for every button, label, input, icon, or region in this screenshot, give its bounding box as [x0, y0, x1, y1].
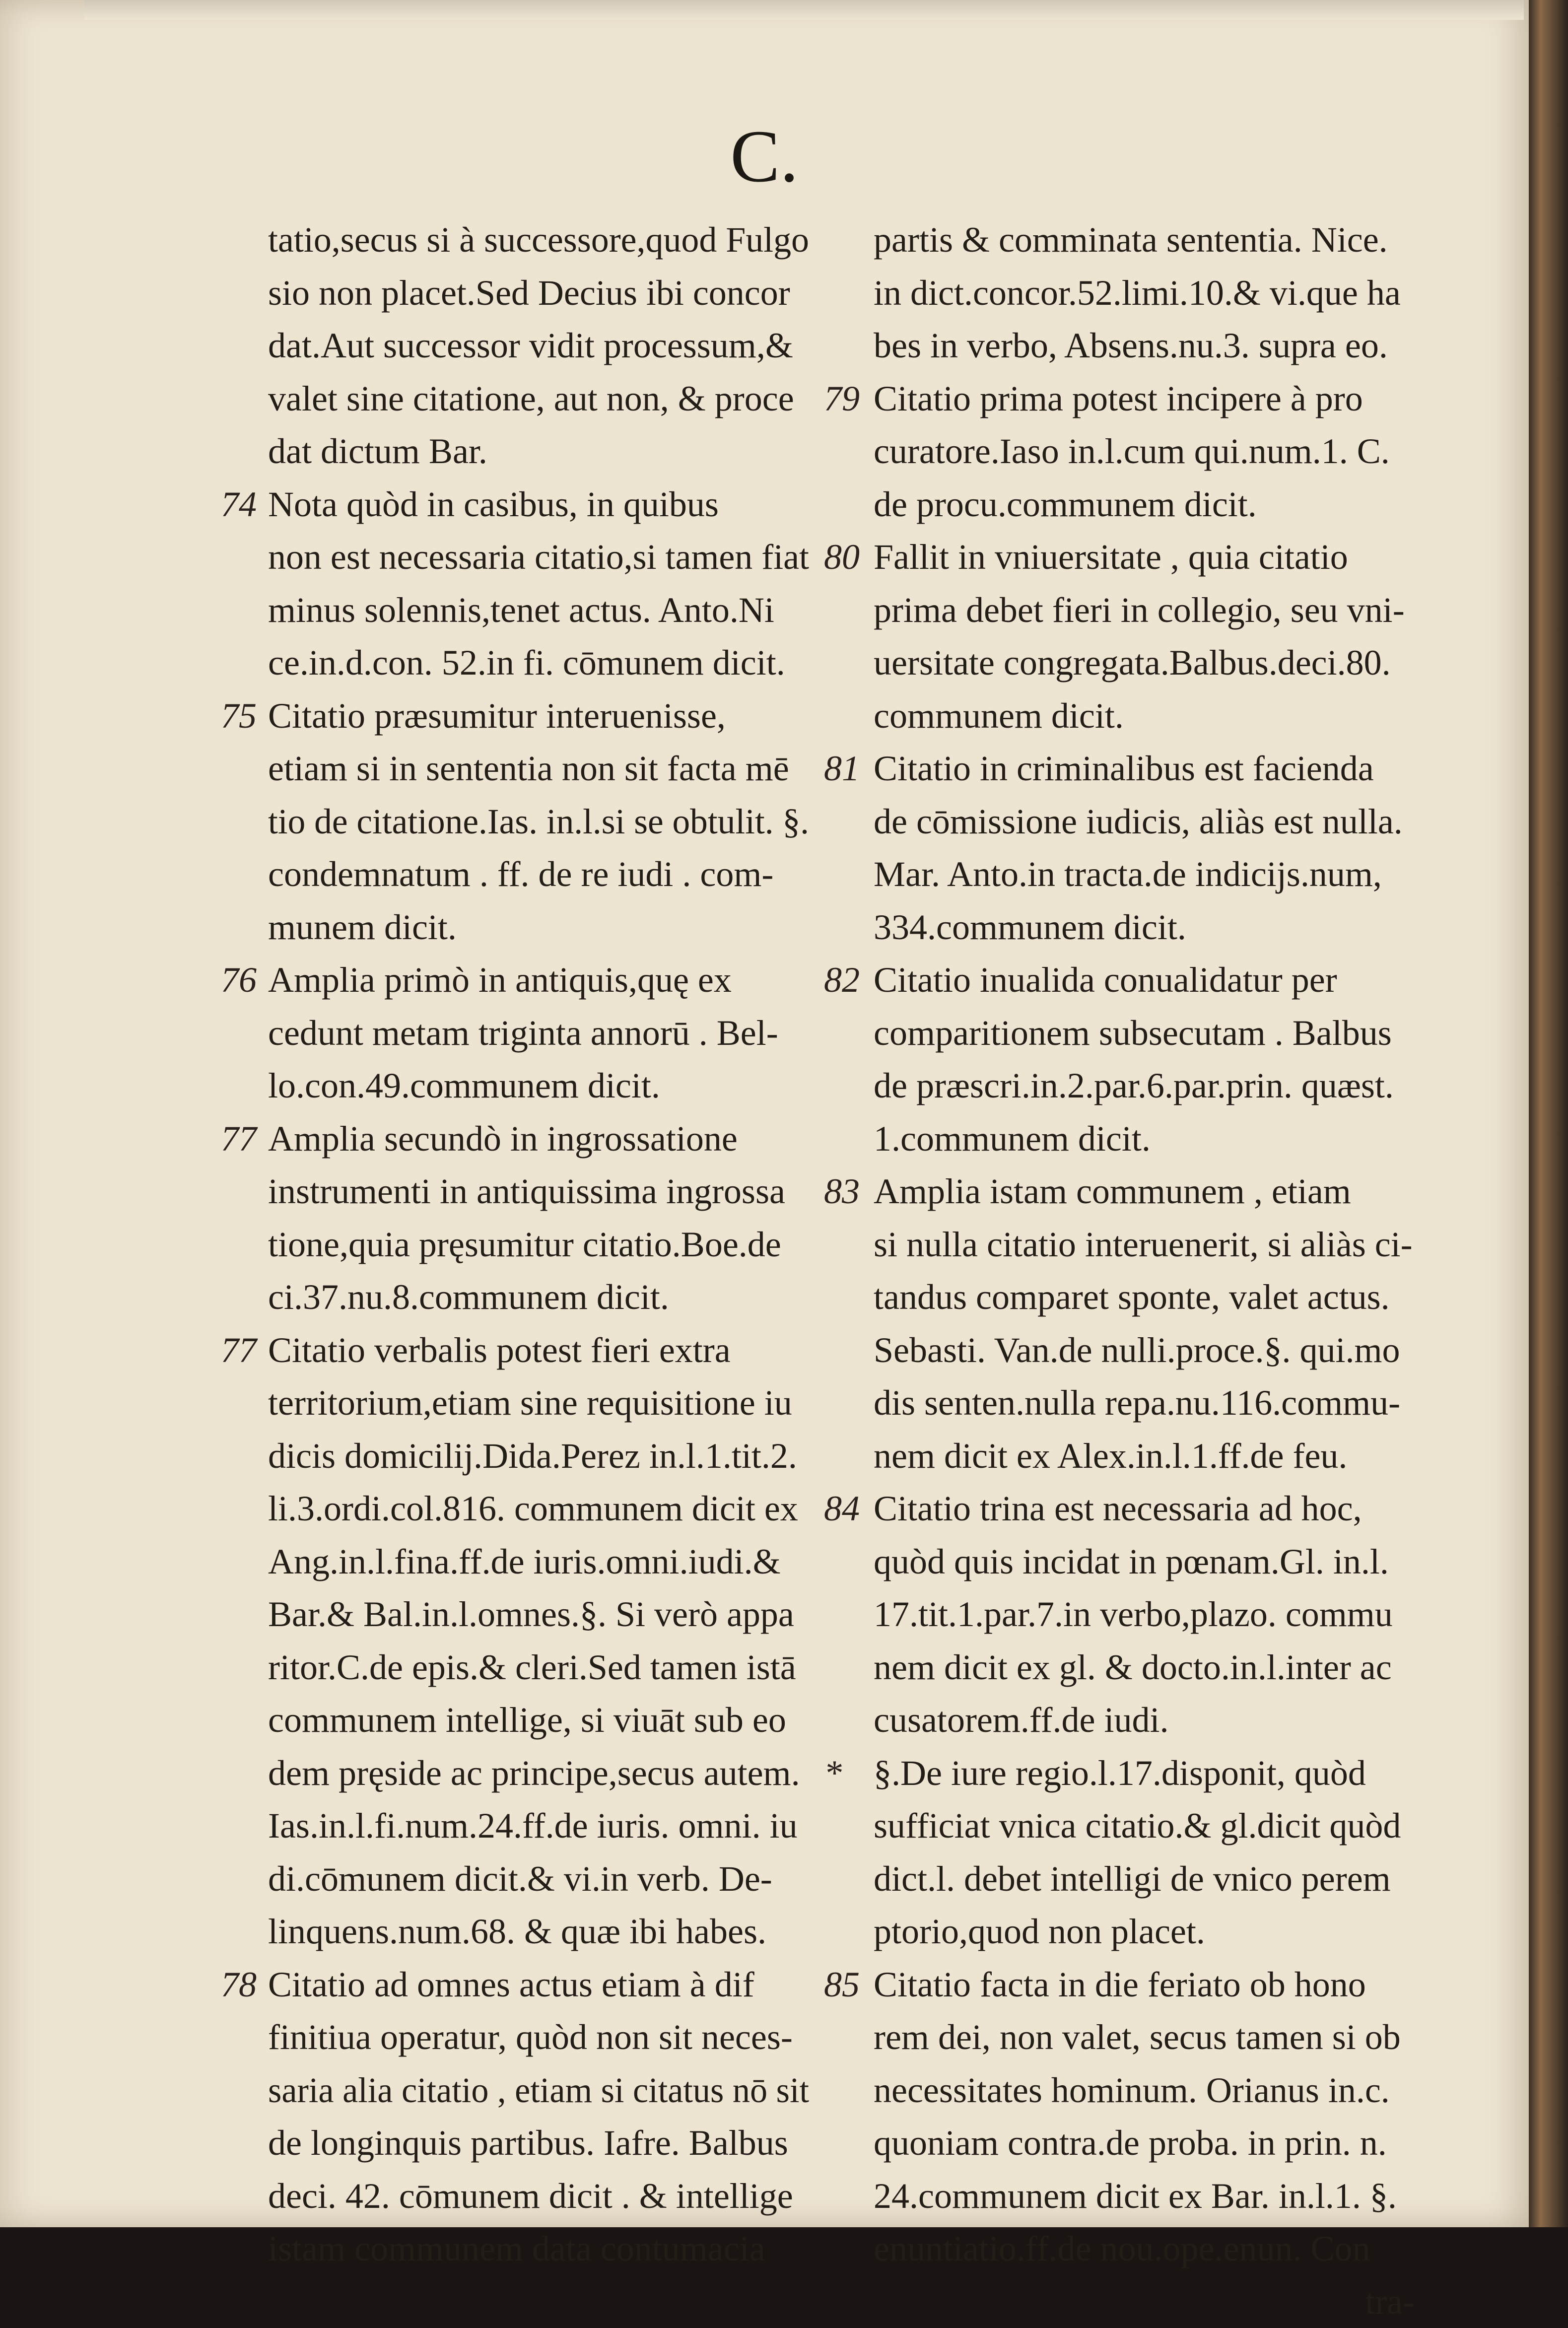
entry-number: 75 — [221, 689, 261, 743]
line-text: tio de citatione.Ias. in.l.si se obtulit. §. — [268, 795, 809, 848]
text-line — [874, 1588, 1415, 1641]
text-line — [874, 901, 1415, 954]
text-line — [874, 1059, 1415, 1112]
text-line — [268, 1430, 809, 1483]
line-text: Citatio verbalis potest fieri extra — [268, 1330, 731, 1370]
line-text: Bar.& Bal.in.l.omnes.§. Si verò appa — [268, 1594, 794, 1634]
text-line — [268, 1482, 809, 1535]
line-text: prima debet fieri in collegio, seu vni- — [874, 590, 1405, 630]
text-line — [268, 584, 809, 637]
entry-number: * — [824, 1747, 864, 1800]
text-line — [268, 531, 809, 584]
line-text: de procu.communem dicit. — [874, 484, 1257, 524]
line-text: Citatio inualida conualidatur per — [874, 960, 1337, 1000]
text-line — [268, 319, 809, 372]
text-line — [268, 2064, 809, 2117]
text-line — [268, 267, 809, 320]
text-line — [268, 213, 809, 267]
line-text: ritor.C.de epis.& cleri.Sed tamen istā — [268, 1647, 796, 1687]
text-line — [268, 2011, 809, 2064]
line-text: de longinquis partibus. Iafre. Balbus — [268, 2123, 788, 2163]
line-text: 334.communem dicit. — [874, 907, 1186, 947]
text-line — [874, 478, 1415, 531]
page-header-letter: C. — [0, 119, 1529, 194]
line-text: instrumenti in antiquissima ingrossa — [268, 1171, 785, 1211]
line-text: 17.tit.1.par.7.in verbo,plazo. commu — [874, 1594, 1393, 1634]
line-text: non est necessaria citatio,si tamen fiat — [268, 531, 809, 584]
text-line — [874, 848, 1415, 901]
line-text: rem dei, non valet, secus tamen si ob — [874, 2017, 1401, 2057]
text-line — [874, 2064, 1415, 2117]
text-line — [268, 1324, 809, 1377]
text-line — [268, 636, 809, 689]
line-text: Citatio ad omnes actus etiam à dif — [268, 1965, 754, 2004]
text-line — [874, 1271, 1415, 1324]
line-text: tatio,secus si à successore,quod Fulgo — [268, 213, 809, 267]
text-line — [268, 2117, 809, 2170]
page-fold-shadow — [84, 0, 1524, 20]
line-text: nem dicit ex gl. & docto.in.l.inter ac — [874, 1647, 1392, 1687]
text-line — [268, 1007, 809, 1060]
line-text: tione,quia pręsumitur citatio.Boe.de — [268, 1225, 781, 1264]
text-line — [268, 1218, 809, 1271]
text-line — [874, 2222, 1415, 2275]
text-line — [268, 1958, 809, 2011]
line-text: communem dicit. — [874, 696, 1124, 736]
line-text: munem dicit. — [268, 907, 457, 947]
line-text: minus solennis,tenet actus. Anto.Ni — [268, 590, 774, 630]
text-line — [874, 319, 1415, 372]
line-text: Citatio præsumitur interuenisse, — [268, 696, 726, 736]
entry-number: 83 — [824, 1165, 864, 1218]
text-line — [874, 213, 1415, 267]
text-line — [268, 901, 809, 954]
text-line — [268, 1165, 809, 1218]
line-text: 24.communem dicit ex Bar. in.l.1. §. — [874, 2176, 1397, 2216]
line-text: ce.in.d.con. 52.in fi. cōmunem dicit. — [268, 643, 785, 683]
text-line — [268, 1641, 809, 1694]
line-text: Sebasti. Van.de nulli.proce.§. qui.mo — [874, 1330, 1400, 1370]
line-text: di.cōmunem dicit.& vi.in verb. De- — [268, 1859, 772, 1899]
text-line — [874, 2011, 1415, 2064]
line-text: finitiua operatur, quòd non sit neces- — [268, 2017, 793, 2057]
line-text: bes in verbo, Absens.nu.3. supra eo. — [874, 326, 1388, 365]
text-line — [874, 2170, 1415, 2223]
line-text: nem dicit ex Alex.in.l.1.ff.de feu. — [874, 1436, 1347, 1476]
entry-number: 78 — [221, 1958, 261, 2011]
text-line — [268, 478, 809, 531]
text-line — [268, 1112, 809, 1165]
line-text: Amplia secundò in ingrossatione — [268, 1119, 738, 1159]
text-line — [268, 1588, 809, 1641]
line-text: quoniam contra.de proba. in prin. n. — [874, 2123, 1387, 2163]
line-text: Mar. Anto.in tracta.de indicijs.num, — [874, 854, 1382, 894]
text-line — [874, 531, 1415, 584]
text-line — [874, 1112, 1415, 1165]
line-text: dem pręside ac principe,secus autem. — [268, 1753, 800, 1793]
text-line — [874, 1958, 1415, 2011]
entry-number: 84 — [824, 1482, 864, 1535]
text-line — [874, 1165, 1415, 1218]
text-line — [268, 372, 809, 425]
text-line — [874, 795, 1415, 848]
text-line — [874, 1482, 1415, 1535]
text-line — [268, 1905, 809, 1958]
text-line — [874, 584, 1415, 637]
line-text: 1.communem dicit. — [874, 1119, 1151, 1159]
text-line — [268, 795, 809, 848]
entry-number: 74 — [221, 478, 261, 531]
line-text: curatore.Iaso in.l.cum qui.num.1. C. — [874, 431, 1390, 471]
line-text: istam communem data contumacia — [268, 2229, 765, 2268]
text-line — [874, 1007, 1415, 1060]
text-line — [268, 689, 809, 743]
text-line — [874, 1852, 1415, 1906]
entry-number: 85 — [824, 1958, 864, 2011]
entry-number: 79 — [824, 372, 864, 425]
entry-number: 81 — [824, 742, 864, 795]
text-line — [874, 1218, 1415, 1271]
line-text: §.De iure regio.l.17.disponit, quòd — [874, 1753, 1366, 1793]
line-text: sufficiat vnica citatio.& gl.dicit quòd — [874, 1806, 1401, 1846]
line-text: saria alia citatio , etiam si citatus nō sit — [268, 2064, 809, 2117]
line-text: dat dictum Bar. — [268, 431, 487, 471]
line-text: ci.37.nu.8.communem dicit. — [268, 1277, 669, 1317]
text-line — [268, 848, 809, 901]
line-text: Amplia primò in antiquis,quę ex — [268, 960, 732, 1000]
text-line — [268, 742, 809, 795]
line-text: quòd quis incidat in pœnam.Gl. in.l. — [874, 1542, 1389, 1581]
line-text: cedunt metam triginta annorū . Bel- — [268, 1013, 778, 1053]
text-line — [268, 1747, 809, 1800]
line-text: uersitate congregata.Balbus.deci.80. — [874, 643, 1391, 683]
line-text: Citatio trina est necessaria ad hoc, — [874, 1489, 1362, 1528]
text-line — [874, 1535, 1415, 1588]
text-line — [874, 1799, 1415, 1852]
line-text: linquens.num.68. & quæ ibi habes. — [268, 1912, 766, 1951]
line-text: cusatorem.ff.de iudi. — [874, 1700, 1169, 1740]
line-text: dis senten.nulla repa.nu.116.commu- — [874, 1383, 1400, 1423]
text-line — [268, 1059, 809, 1112]
line-text: Citatio facta in die feriato ob hono — [874, 1965, 1366, 2004]
line-text: si nulla citatio interuenerit, si aliàs ci- — [874, 1225, 1413, 1264]
text-line — [268, 1376, 809, 1430]
right-text-column — [874, 213, 1415, 2328]
text-line — [874, 1905, 1415, 1958]
line-text: Citatio prima potest incipere à pro — [874, 379, 1363, 418]
text-line — [874, 954, 1415, 1007]
text-line — [268, 1694, 809, 1747]
line-text: dat.Aut successor vidit processum,& — [268, 326, 793, 365]
line-text: li.3.ordi.col.816. communem dicit ex — [268, 1489, 798, 1528]
book-edge — [1529, 0, 1568, 2227]
text-line — [874, 1430, 1415, 1483]
text-line — [874, 1747, 1415, 1800]
entry-number: 77 — [221, 1324, 261, 1377]
text-line — [874, 267, 1415, 320]
text-line — [874, 1324, 1415, 1377]
catchword: tra- — [874, 2275, 1415, 2328]
text-line — [874, 1376, 1415, 1430]
entry-number: 77 — [221, 1112, 261, 1165]
line-text: enuntiatio.ff.de nou.ope.enun. Con — [874, 2229, 1370, 2268]
line-text: communem intellige, si viuāt sub eo — [268, 1700, 786, 1740]
line-text: Citatio in criminalibus est facienda — [874, 749, 1374, 788]
text-line — [874, 425, 1415, 478]
line-text: necessitates hominum. Orianus in.c. — [874, 2070, 1390, 2110]
text-line — [268, 1799, 809, 1852]
line-text: valet sine citatione, aut non, & proce — [268, 379, 794, 418]
line-text: territorium,etiam sine requisitione iu — [268, 1383, 792, 1423]
line-text: Fallit in vniuersitate , quia citatio — [874, 537, 1348, 577]
entry-number: 82 — [824, 954, 864, 1007]
text-line — [268, 1535, 809, 1588]
line-text: Ang.in.l.fina.ff.de iuris.omni.iudi.& — [268, 1542, 781, 1581]
text-line — [874, 2117, 1415, 2170]
line-text: dict.l. debet intelligi de vnico perem — [874, 1859, 1391, 1899]
line-text: condemnatum . ff. de re iudi . com- — [268, 854, 773, 894]
line-text: tandus comparet sponte, valet actus. — [874, 1277, 1390, 1317]
line-text: comparitionem subsecutam . Balbus — [874, 1013, 1392, 1053]
text-line — [874, 372, 1415, 425]
line-text: lo.con.49.communem dicit. — [268, 1066, 660, 1105]
entry-number: 80 — [824, 531, 864, 584]
line-text: Amplia istam communem , etiam — [874, 1171, 1351, 1211]
line-text: Ias.in.l.fi.num.24.ff.de iuris. omni. iu — [268, 1806, 798, 1846]
line-text: partis & comminata sententia. Nice. — [874, 220, 1388, 260]
left-text-column — [268, 213, 809, 2275]
line-text: deci. 42. cōmunem dicit . & intellige — [268, 2176, 793, 2216]
line-text: dicis domicilij.Dida.Perez in.l.1.tit.2. — [268, 1436, 797, 1476]
text-line — [874, 689, 1415, 743]
text-line — [268, 2222, 809, 2275]
line-text: ptorio,quod non placet. — [874, 1912, 1205, 1951]
text-line — [268, 425, 809, 478]
text-line — [874, 1641, 1415, 1694]
line-text: etiam si in sententia non sit facta mē — [268, 749, 789, 788]
line-text: Nota quòd in casibus, in quibus — [268, 484, 719, 524]
line-text: sio non placet.Sed Decius ibi concor — [268, 273, 790, 313]
entry-number: 76 — [221, 954, 261, 1007]
text-line — [268, 954, 809, 1007]
text-line — [874, 1694, 1415, 1747]
line-text: de præscri.in.2.par.6.par.prin. quæst. — [874, 1066, 1394, 1105]
text-line — [874, 742, 1415, 795]
text-line — [268, 2170, 809, 2223]
line-text: in dict.concor.52.limi.10.& vi.que ha — [874, 273, 1401, 313]
line-text: de cōmissione iudicis, aliàs est nulla. — [874, 802, 1403, 841]
text-line — [268, 1852, 809, 1906]
text-line — [874, 636, 1415, 689]
text-line — [268, 1271, 809, 1324]
